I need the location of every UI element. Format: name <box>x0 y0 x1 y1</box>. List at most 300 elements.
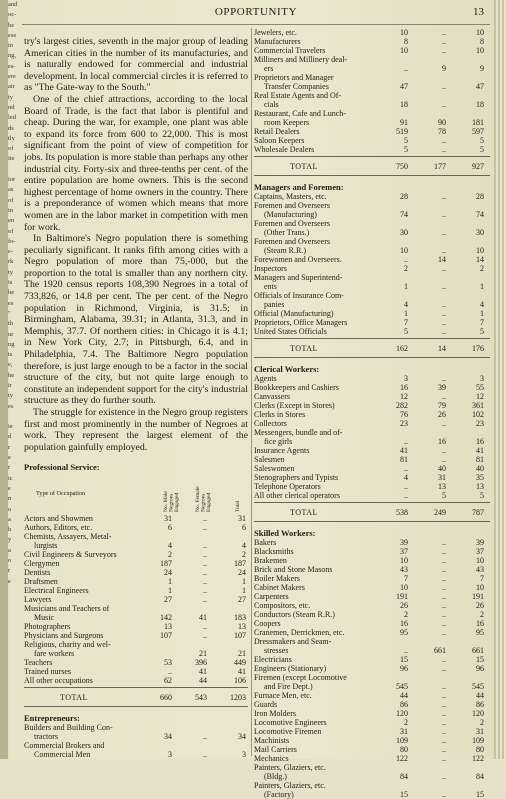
table-row <box>254 28 490 37</box>
table-row <box>254 127 490 136</box>
row-label: Trained nurses <box>24 667 72 677</box>
female-count: .. <box>203 622 207 632</box>
male-count: 76 <box>400 410 408 419</box>
female-count: .. <box>442 210 446 219</box>
total-count: 44 <box>476 691 484 700</box>
female-total: 177 <box>434 162 446 171</box>
paragraph: One of the chief attractions, according to the local Board of Trade, is the fact that labor is plentiful and cheap. During the war, for example, one plant was able to expand its force from 600 to 22,000. This is most significant from the point of view of competition for jobs. Its population is more stable than perhaps any other industrial city. Forty-six and three-tenths per cent. of the entire population are home owners. This is the second highest percentage of home owners in the country. There is a preponderance of women which means that more women are in the labor market in competition with men for work. <box>24 93 248 233</box>
table-row <box>254 790 490 799</box>
table-row <box>254 664 490 673</box>
table-row <box>254 628 490 637</box>
female-count: 26 <box>438 410 446 419</box>
male-total: 162 <box>396 344 408 353</box>
female-count: 21 <box>199 649 207 659</box>
adjacent-page-edge <box>494 0 506 759</box>
female-count: .. <box>442 374 446 383</box>
total-count: 120 <box>472 709 484 718</box>
facing-page-fragment: e <box>8 484 11 492</box>
facing-page-fragment: ir <box>8 381 12 389</box>
table-row <box>254 655 490 664</box>
female-count: .. <box>442 547 446 556</box>
row-label: lurgists <box>34 541 58 551</box>
female-count: .. <box>203 750 207 760</box>
female-count: 79 <box>438 401 446 410</box>
female-count: .. <box>442 655 446 664</box>
header-rule <box>22 24 490 25</box>
male-count: 282 <box>396 401 408 410</box>
female-count: .. <box>442 574 446 583</box>
male-count: 34 <box>164 732 172 742</box>
total-count: 5 <box>480 145 484 154</box>
table-row <box>254 482 490 491</box>
skilled-table <box>254 538 490 799</box>
total-count: 27 <box>238 595 246 605</box>
col-head-occupation: Type of Occupation <box>36 490 86 498</box>
male-count: 5 <box>404 145 408 154</box>
total-count: 10 <box>476 246 484 255</box>
table-row <box>254 745 490 754</box>
facing-page-fragment: he <box>8 371 15 379</box>
male-count: 545 <box>396 682 408 691</box>
row-label: Collectors <box>254 419 287 428</box>
facing-page-fragment: th <box>8 320 14 328</box>
male-count: 109 <box>396 736 408 745</box>
female-count: .. <box>442 309 446 318</box>
total-label: TOTAL <box>290 344 318 353</box>
row-label: Proprietors and Manager <box>254 73 334 82</box>
facing-page-fragment: es <box>8 402 14 410</box>
table-row <box>254 246 490 255</box>
female-count: .. <box>203 514 207 524</box>
female-count: 14 <box>438 255 446 264</box>
row-label: Commercial Travelers <box>254 46 326 55</box>
male-count: 3 <box>404 374 408 383</box>
total-count: 597 <box>472 127 484 136</box>
facing-page-fragment: ese <box>8 31 17 39</box>
table-row <box>24 586 248 595</box>
female-count: .. <box>442 46 446 55</box>
male-count: 41 <box>400 446 408 455</box>
row-label: Actors and Showmen <box>24 514 93 524</box>
total-count: 5 <box>480 327 484 336</box>
table-row <box>254 64 490 73</box>
facing-page-fragment: ds <box>8 124 14 132</box>
male-count: 1 <box>404 309 408 318</box>
female-count: 16 <box>438 437 446 446</box>
female-count: .. <box>442 100 446 109</box>
table-row <box>24 750 248 759</box>
row-label: Engineers (Stationary) <box>254 664 327 673</box>
female-count: .. <box>442 192 446 201</box>
total-count: 40 <box>476 464 484 473</box>
female-count: .. <box>442 282 446 291</box>
row-label: Retail Dealers <box>254 127 300 136</box>
male-count: 44 <box>400 691 408 700</box>
table-row <box>254 273 490 282</box>
total-count: 10 <box>476 583 484 592</box>
female-count: .. <box>442 727 446 736</box>
female-count: .. <box>442 628 446 637</box>
table-row <box>254 300 490 309</box>
table-row <box>254 327 490 336</box>
male-count: 7 <box>404 318 408 327</box>
page-header <box>22 6 490 22</box>
male-count: 15 <box>400 655 408 664</box>
male-count: 16 <box>400 383 408 392</box>
row-label: Foremen and Overseers <box>254 201 330 210</box>
female-count: .. <box>442 610 446 619</box>
total-count: 41 <box>238 667 246 677</box>
table-row <box>254 491 490 500</box>
total-count: 30 <box>476 228 484 237</box>
female-count: .. <box>203 595 207 605</box>
facing-page-fragment: d <box>8 433 12 441</box>
table-row <box>254 547 490 556</box>
total-count: 21 <box>238 649 246 659</box>
row-label: Forewomen and Overseers. <box>254 255 342 264</box>
table-row <box>254 392 490 401</box>
table-row <box>24 658 248 667</box>
facing-page-fragment: of <box>8 196 14 204</box>
table-row <box>24 676 248 685</box>
female-count: .. <box>442 538 446 547</box>
table-row <box>24 604 248 613</box>
grand-total: 1203 <box>230 693 246 703</box>
row-label: Milliners and Millinery deal- <box>254 55 348 64</box>
row-label: United States Officials <box>254 327 327 336</box>
female-count: 39 <box>438 383 446 392</box>
row-label: Mechanics <box>254 754 289 763</box>
female-count: .. <box>442 583 446 592</box>
table-row <box>24 514 248 523</box>
facing-page-fragment: led <box>8 114 16 122</box>
row-label: Real Estate Agents and Of- <box>254 91 342 100</box>
male-count: 107 <box>160 631 172 641</box>
row-label: Foremen and Overseers <box>254 219 330 228</box>
total-rule <box>254 502 490 503</box>
total-row <box>24 691 248 704</box>
female-count: 31 <box>438 473 446 482</box>
female-count: .. <box>442 601 446 610</box>
row-label: (Factory) <box>264 790 294 799</box>
male-count: 16 <box>400 619 408 628</box>
section-heading: Managers and Foremen: <box>254 182 344 192</box>
male-count: 5 <box>404 327 408 336</box>
facing-page-fragment: ite <box>8 155 15 163</box>
row-label: Cabinet Makers <box>254 583 305 592</box>
female-count: 41 <box>199 667 207 677</box>
facing-page-fragment: ts <box>8 351 13 359</box>
row-label: panies <box>264 300 285 309</box>
male-count: .. <box>404 491 408 500</box>
male-count: 84 <box>400 772 408 781</box>
table-row <box>254 374 490 383</box>
female-count: .. <box>203 541 207 551</box>
row-label: Saloon Keepers <box>254 136 305 145</box>
table-row <box>254 473 490 482</box>
table-row <box>254 210 490 219</box>
male-count: 187 <box>160 559 172 569</box>
table-row <box>254 700 490 709</box>
row-label: Insurance Agents <box>254 446 310 455</box>
total-count: 2 <box>480 610 484 619</box>
male-count: 10 <box>400 28 408 37</box>
facing-page-fragment: o <box>8 505 12 513</box>
male-count: .. <box>404 646 408 655</box>
total-count: 9 <box>480 64 484 73</box>
total-count: 16 <box>476 437 484 446</box>
total-count: 10 <box>476 556 484 565</box>
male-count: 96 <box>400 664 408 673</box>
table-column-headers <box>24 474 248 514</box>
female-count: .. <box>442 82 446 91</box>
total-count: 14 <box>476 255 484 264</box>
table-row <box>254 118 490 127</box>
facing-page-fragment: in <box>8 206 14 214</box>
total-count: 187 <box>234 559 246 569</box>
facing-page-fragment <box>8 165 22 175</box>
facing-page-fragment: and <box>8 1 18 8</box>
female-count: .. <box>442 264 446 273</box>
row-label: Brakemen <box>254 556 287 565</box>
row-label: Boiler Makers <box>254 574 300 583</box>
facing-page-fragment: r <box>8 464 11 472</box>
row-label: Coopers <box>254 619 281 628</box>
total-count: 18 <box>476 100 484 109</box>
facing-page-fragment: ty <box>8 268 14 276</box>
female-count: .. <box>442 318 446 327</box>
row-label: Transfer Companies <box>264 82 329 91</box>
total-count: 23 <box>476 419 484 428</box>
row-label: Salesmen <box>254 455 285 464</box>
total-count: 26 <box>476 601 484 610</box>
right-column <box>254 28 490 799</box>
total-count: 3 <box>242 750 246 760</box>
male-count: 31 <box>164 514 172 524</box>
row-label: Draftsmen <box>24 577 58 587</box>
professional-section <box>24 462 248 759</box>
total-count: 361 <box>472 401 484 410</box>
row-label: Builders and Building Con- <box>24 723 113 733</box>
female-count: .. <box>442 736 446 745</box>
paragraph: In Baltimore's Negro population there is something peculiarly significant. It ranks fifth among cities with a Negro population of more than 75,-000, but the proportion to the total is smaller than any northern city. The 1920 census reports 108,390 Negroes in a total of 733,826, or 14.8 per cent. The per cent. of the Negro population in Richmond, Virginia, is 31.5; in Birmingham, Alabama, 39.31; in Atlanta, 31.3, and in Memphis, 37.7. Of northern cities: in Chicago it is 4.1; in New York City, 2.7; in Pittsburgh, 6.4, and in Philadelphia, 7.4. The Baltimore Negro population therefore, is just large enough to be a factor in the social structure of the city, but not quite large enough to constitute an independent support for the city's industrial structure as they do further south. <box>24 233 248 407</box>
facing-page-fragment: n <box>8 495 12 503</box>
total-count: 16 <box>476 619 484 628</box>
male-count: 6 <box>168 523 172 533</box>
male-count: 2 <box>404 718 408 727</box>
female-count: .. <box>203 577 207 587</box>
row-label: Restaurant, Cafe and Lunch- <box>254 109 346 118</box>
male-count: 91 <box>400 118 408 127</box>
male-count: 10 <box>400 246 408 255</box>
table-row <box>24 667 248 676</box>
table-row <box>24 541 248 550</box>
total-count: 5 <box>480 136 484 145</box>
row-label: Compositors, etc. <box>254 601 311 610</box>
female-count: .. <box>442 691 446 700</box>
table-row <box>254 201 490 210</box>
facing-page-fragment: es- <box>8 62 16 70</box>
male-count: 4 <box>404 473 408 482</box>
female-count: .. <box>442 682 446 691</box>
row-label: Civil Engineers & Surveyors <box>24 550 117 560</box>
male-count: .. <box>404 64 408 73</box>
row-label: All other clerical operators <box>254 491 340 500</box>
table-row <box>254 282 490 291</box>
female-count: 13 <box>438 482 446 491</box>
row-label: Photographers <box>24 622 71 632</box>
facing-page-fragment: he <box>8 289 15 297</box>
total-count: 37 <box>476 547 484 556</box>
table-row <box>254 419 490 428</box>
table-row <box>254 46 490 55</box>
section-heading: Professional Service: <box>24 462 100 473</box>
row-label: Saleswomen <box>254 464 295 473</box>
total-rule <box>24 687 248 688</box>
facing-page-fragment <box>8 412 22 422</box>
female-count: .. <box>442 709 446 718</box>
table-row <box>254 691 490 700</box>
facing-page-fragment: he <box>8 21 15 29</box>
table-row <box>254 383 490 392</box>
table-row <box>254 437 490 446</box>
table-row <box>254 455 490 464</box>
facing-page-fragment: e <box>8 577 11 585</box>
table-row <box>254 592 490 601</box>
row-label: Clergymen <box>24 559 60 569</box>
row-label: room Keepers <box>264 118 310 127</box>
male-count: 120 <box>396 709 408 718</box>
row-label: All other occupations <box>24 676 93 686</box>
male-count: 28 <box>400 192 408 201</box>
row-label: Locomotive Engineers <box>254 718 327 727</box>
female-count: .. <box>442 592 446 601</box>
male-total: 660 <box>160 693 172 703</box>
row-label: Locomotive Firemen <box>254 727 322 736</box>
female-count: 40 <box>438 464 446 473</box>
table-row <box>254 673 490 682</box>
table-row <box>24 577 248 586</box>
female-count: 78 <box>438 127 446 136</box>
total-count: 80 <box>476 745 484 754</box>
total-count: 1 <box>480 282 484 291</box>
row-label: cials <box>264 100 279 109</box>
total-count: 102 <box>472 410 484 419</box>
row-label: Painters, Glaziers, etc. <box>254 763 326 772</box>
table-row <box>254 574 490 583</box>
table-row <box>254 291 490 300</box>
total-count: 24 <box>238 568 246 578</box>
facing-page-fragment: es <box>8 299 14 307</box>
female-count: .. <box>442 145 446 154</box>
total-count: 6 <box>242 523 246 533</box>
total-row <box>254 506 490 519</box>
total-count: 2 <box>242 550 246 560</box>
total-count: 183 <box>234 613 246 623</box>
total-count: 13 <box>238 622 246 632</box>
row-label: Agents <box>254 374 277 383</box>
table-row <box>254 37 490 46</box>
female-count: .. <box>203 523 207 533</box>
table-row <box>254 318 490 327</box>
grand-total: 787 <box>472 508 484 517</box>
female-count: .. <box>442 664 446 673</box>
total-count: 81 <box>476 455 484 464</box>
total-rule <box>254 156 490 157</box>
table-row <box>254 601 490 610</box>
facing-page-fragment: ty <box>8 93 14 101</box>
male-count: 2 <box>168 550 172 560</box>
facing-page-fragment: e- <box>8 248 14 256</box>
total-count: 7 <box>480 318 484 327</box>
row-label: Stenographers and Typists <box>254 473 339 482</box>
row-label: Lawyers <box>24 595 52 605</box>
table-row <box>254 401 490 410</box>
facing-page-fragment: r <box>8 567 11 575</box>
total-count: 47 <box>476 82 484 91</box>
female-count: .. <box>203 568 207 578</box>
female-count: .. <box>442 327 446 336</box>
female-count: .. <box>442 556 446 565</box>
male-count: 1 <box>168 586 172 596</box>
total-count: 4 <box>480 300 484 309</box>
total-count: 8 <box>480 37 484 46</box>
table-row <box>254 727 490 736</box>
total-rule <box>254 175 490 176</box>
male-count: .. <box>168 667 172 677</box>
row-label: Teachers <box>24 658 53 668</box>
table-row <box>254 781 490 790</box>
table-row <box>254 736 490 745</box>
table-row <box>24 631 248 640</box>
total-count: 95 <box>476 628 484 637</box>
total-count: 10 <box>476 46 484 55</box>
row-label: Messengers, bundle and of- <box>254 428 343 437</box>
facing-page-fragment: ior <box>8 176 16 184</box>
total-count: 122 <box>472 754 484 763</box>
female-count: 396 <box>195 658 207 668</box>
total-count: 31 <box>476 727 484 736</box>
male-count: 122 <box>396 754 408 763</box>
row-label: Machinists <box>254 736 290 745</box>
total-count: 449 <box>234 658 246 668</box>
total-count: 3 <box>480 374 484 383</box>
facing-page-fragment: is <box>8 279 13 287</box>
table-row <box>254 709 490 718</box>
male-count: 7 <box>404 574 408 583</box>
male-count: 26 <box>400 601 408 610</box>
table-row <box>24 723 248 732</box>
row-label: Firemen (except Locomotive <box>254 673 347 682</box>
total-count: 39 <box>476 538 484 547</box>
row-label: Carpenters <box>254 592 289 601</box>
female-count: .. <box>203 550 207 560</box>
female-count: .. <box>442 754 446 763</box>
table-row <box>254 219 490 228</box>
row-label: Dentists <box>24 568 51 578</box>
total-row <box>254 342 490 355</box>
facing-page-fragment: en <box>8 217 15 225</box>
total-count: 181 <box>472 118 484 127</box>
row-label: Telephone Operators <box>254 482 321 491</box>
table-row <box>254 255 490 264</box>
male-count: 4 <box>404 300 408 309</box>
total-count: 106 <box>234 676 246 686</box>
table-row <box>254 446 490 455</box>
total-rule <box>254 338 490 339</box>
male-count: 15 <box>400 790 408 799</box>
total-count: 661 <box>472 646 484 655</box>
